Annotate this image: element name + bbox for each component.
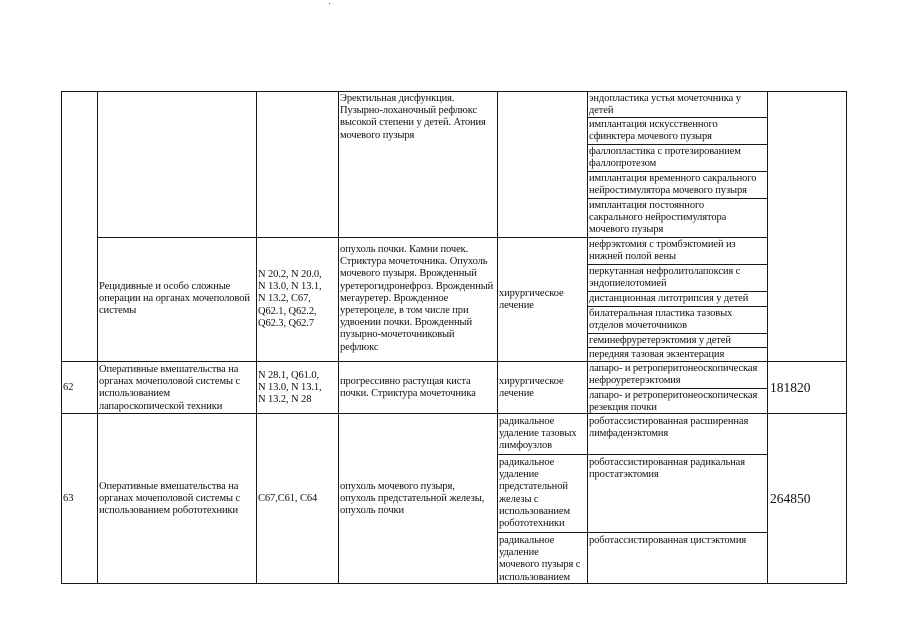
treatment-type-cell: радикальное удаление мочевого пузыря с использованием: [499, 535, 581, 583]
method-cell: нефрэктомия с тромбэктомией из нижней полой вены: [589, 239, 736, 263]
method-cell: передняя тазовая экзентерация: [589, 349, 725, 360]
row-number: 62: [63, 382, 74, 393]
model-cell: опухоль почки. Камни почек. Стриктура мочеточника. Опухоль мочевого пузыря. Врожденный уретерогидронефроз. Врожденный мегауретер. Врожденное уретероцеле, в том числе при удвоении почки. Врожденный пузырно-мочеточниковый рефлюкс: [340, 244, 494, 353]
method-line: [587, 306, 767, 307]
col-line: [97, 91, 98, 583]
scan-speck: [329, 3, 330, 4]
method-cell: лапаро- и ретроперитонеоскопическая резекция почки: [589, 390, 758, 414]
col-line: [256, 91, 257, 583]
row-number: 63: [63, 493, 74, 504]
group-name-cell: Оперативные вмешательства на органах мочеполовой системы с использованием робототехники: [99, 481, 241, 517]
method-cell: дистанционная литотрипсия у детей: [589, 293, 749, 304]
method-line: [497, 532, 767, 533]
treatment-type-cell: радикальное удаление предстательной железы с использованием робототехники: [499, 457, 570, 530]
group-name-cell: Рецидивные и особо сложные операции на органах мочеполовой системы: [99, 281, 250, 317]
codes-cell: C67,C61, C64: [258, 493, 318, 504]
codes-cell: N 28.1, Q61.0, N 13.0, N 13.1, N 13.2, N 28: [258, 370, 322, 406]
codes-cell: N 20.2, N 20.0, N 13.0, N 13.1, N 13.2, C67, Q62.1, Q62.2, Q62.3, Q62.7: [258, 269, 322, 329]
method-cell: роботассистированная радикальная простатэктомия: [589, 457, 745, 481]
method-cell: имплантация постоянного сакрального нейростимулятора мочевого пузыря: [589, 200, 727, 236]
col-line: [497, 91, 498, 583]
method-cell: лапаро- и ретроперитонеоскопическая нефроуретерэктомия: [589, 363, 758, 387]
method-line: [587, 171, 767, 172]
price-cell: 181820: [770, 380, 811, 395]
method-cell: эндопластика устья мочеточника у детей: [589, 93, 741, 117]
col-line: [767, 91, 768, 583]
treatment-type-cell: радикальное удаление тазовых лимфоузлов: [499, 416, 577, 452]
method-line: [587, 144, 767, 145]
price-cell: 264850: [770, 491, 811, 506]
method-line: [497, 454, 767, 455]
method-line: [587, 388, 767, 389]
treatment-type-cell: хирургическое лечение: [499, 376, 564, 400]
method-cell: фаллопластика с протезированием фаллопротезом: [589, 146, 741, 170]
method-cell: геминефруретерэктомия у детей: [589, 335, 731, 346]
col-line: [587, 91, 588, 583]
treatment-type-cell: хирургическое лечение: [499, 288, 564, 312]
row-line: [61, 583, 847, 584]
col-line: [338, 91, 339, 583]
model-cell: Эректильная дисфункция. Пузырно-лоханочный рефлюкс высокой степени у детей. Атония мочевого пузыря: [340, 93, 486, 141]
method-line: [587, 198, 767, 199]
method-cell: перкутанная нефролитолапоксия с эндопиелотомией: [589, 266, 741, 290]
method-line: [587, 333, 767, 334]
col-line: [846, 91, 847, 583]
model-cell: опухоль мочевого пузыря, опухоль предстательной железы, опухоль почки: [340, 481, 485, 517]
row-line: [61, 91, 847, 92]
method-line: [587, 264, 767, 265]
method-cell: билатеральная пластика тазовых отделов мочеточников: [589, 308, 733, 332]
method-cell: роботассистированная цистэктомия: [589, 535, 747, 546]
row-line: [97, 237, 767, 238]
method-cell: имплантация временного сакрального нейростимулятора мочевого пузыря: [589, 173, 757, 197]
method-cell: имплантация искусственного сфинктера мочевого пузыря: [589, 119, 718, 143]
method-cell: роботассистированная расширенная лимфаденэктомия: [589, 416, 749, 440]
model-cell: прогрессивно растущая киста почки. Стриктура мочеточника: [340, 376, 476, 400]
group-name-cell: Оперативные вмешательства на органах мочеполовой системы с использованием лапароскопической техники: [99, 364, 241, 412]
method-line: [587, 291, 767, 292]
col-line: [61, 91, 62, 583]
